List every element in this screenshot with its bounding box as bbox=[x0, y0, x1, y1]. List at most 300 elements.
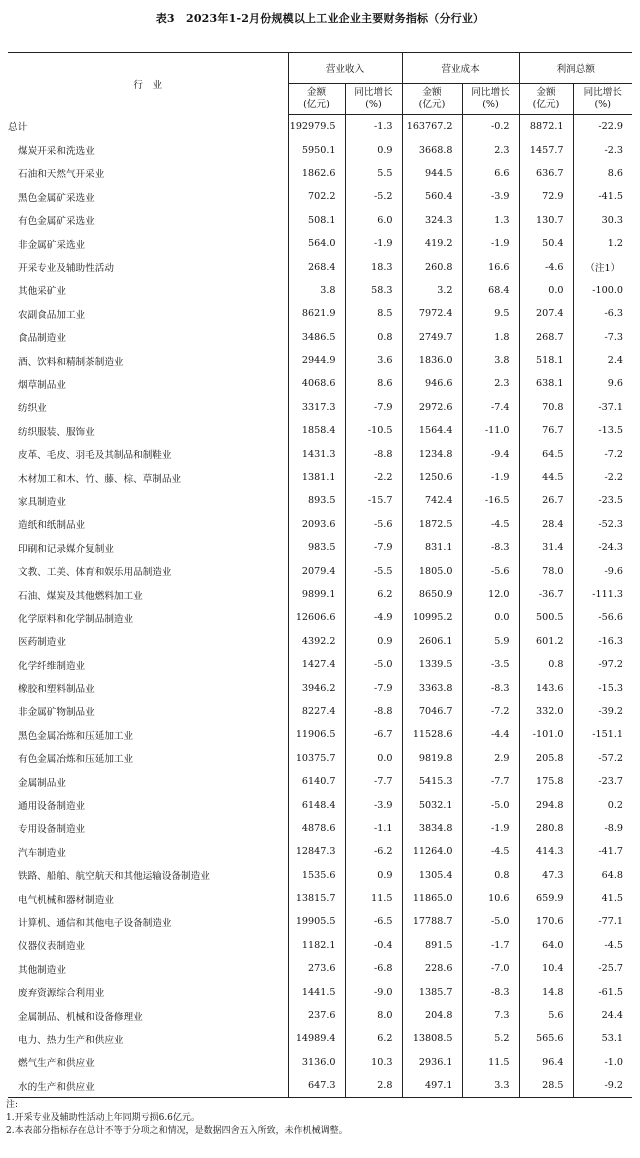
cost-growth-cell: -7.4 bbox=[462, 396, 519, 419]
table-row bbox=[8, 232, 632, 255]
cost-amount-cell: 11865.0 bbox=[402, 887, 462, 910]
cost-growth-cell: 1.3 bbox=[462, 209, 519, 232]
cost-growth-cell: -3.5 bbox=[462, 653, 519, 676]
profit-amount-cell: 518.1 bbox=[519, 349, 573, 372]
profit-amount-cell: 64.0 bbox=[519, 934, 573, 957]
table-row bbox=[8, 980, 632, 1003]
profit-growth-cell: -6.3 bbox=[573, 302, 632, 325]
profit-amount-cell: 76.7 bbox=[519, 419, 573, 442]
profit-amount-cell: -101.0 bbox=[519, 723, 573, 746]
profit-amount-cell: 638.1 bbox=[519, 372, 573, 395]
revenue-growth-cell: -0.4 bbox=[345, 934, 402, 957]
industry-name-cell: 水的生产和供应业 bbox=[8, 1074, 288, 1098]
profit-growth-cell: -16.3 bbox=[573, 630, 632, 653]
profit-amount-cell: 205.8 bbox=[519, 747, 573, 770]
revenue-growth-cell: -7.9 bbox=[345, 536, 402, 559]
industry-name-cell: 医药制造业 bbox=[18, 637, 66, 649]
cost-amount-cell: 560.4 bbox=[402, 185, 462, 208]
profit-growth-cell: -111.3 bbox=[573, 583, 632, 606]
cost-amount-cell: 1564.4 bbox=[402, 419, 462, 442]
revenue-growth-cell: 3.6 bbox=[345, 349, 402, 372]
revenue-amount-cell: 12606.6 bbox=[288, 606, 345, 629]
profit-growth-cell: 30.3 bbox=[573, 209, 632, 232]
cost-amount-cell: 944.5 bbox=[402, 162, 462, 185]
profit-growth-cell: -57.2 bbox=[573, 747, 632, 770]
cost-growth-cell: -7.2 bbox=[462, 700, 519, 723]
profit-growth-cell: -39.2 bbox=[573, 700, 632, 723]
revenue-amount-cell: 6148.4 bbox=[288, 793, 345, 816]
cost-growth-cell: 1.8 bbox=[462, 326, 519, 349]
cost-growth-cell: 0.0 bbox=[462, 606, 519, 629]
profit-amount-cell: 636.7 bbox=[519, 162, 573, 185]
profit-growth-cell: -151.1 bbox=[573, 723, 632, 746]
table-row bbox=[8, 817, 632, 840]
table-row bbox=[8, 419, 632, 442]
cost-amount-cell: 7046.7 bbox=[402, 700, 462, 723]
table-row-total bbox=[8, 115, 632, 139]
cost-amount-cell: 1234.8 bbox=[402, 442, 462, 465]
table-row bbox=[8, 630, 632, 653]
cost-amount-cell: 163767.2 bbox=[402, 115, 462, 139]
profit-growth-cell: -25.7 bbox=[573, 957, 632, 980]
cost-amount-cell: 10995.2 bbox=[402, 606, 462, 629]
cost-amount-cell: 1385.7 bbox=[402, 980, 462, 1003]
industry-name-cell: 专用设备制造业 bbox=[18, 824, 86, 836]
cost-growth-cell: 9.5 bbox=[462, 302, 519, 325]
table-row bbox=[8, 326, 632, 349]
table-row bbox=[8, 209, 632, 232]
table-row bbox=[8, 559, 632, 582]
cost-amount-cell: 497.1 bbox=[402, 1074, 462, 1098]
table-row bbox=[8, 1051, 632, 1074]
cost-growth-cell: -7.0 bbox=[462, 957, 519, 980]
industry-name-cell: 黑色金属矿采选业 bbox=[18, 192, 95, 204]
financial-table-wrapper bbox=[8, 52, 632, 1098]
profit-growth-cell: -77.1 bbox=[573, 910, 632, 933]
revenue-growth-cell: 8.5 bbox=[345, 302, 402, 325]
cost-growth-cell: -4.5 bbox=[462, 513, 519, 536]
industry-name-cell: 农副食品加工业 bbox=[18, 309, 86, 321]
revenue-growth-cell: -6.7 bbox=[345, 723, 402, 746]
profit-amount-cell: 10.4 bbox=[519, 957, 573, 980]
profit-amount-cell: 78.0 bbox=[519, 559, 573, 582]
cost-growth-cell: -0.2 bbox=[462, 115, 519, 139]
revenue-amount-cell: 8227.4 bbox=[288, 700, 345, 723]
revenue-amount-cell: 1535.6 bbox=[288, 864, 345, 887]
industry-name-cell: 金属制品、机械和设备修理业 bbox=[18, 1011, 143, 1023]
profit-amount-cell: 28.4 bbox=[519, 513, 573, 536]
revenue-growth-cell: 2.8 bbox=[345, 1074, 402, 1098]
profit-growth-cell: -61.5 bbox=[573, 980, 632, 1003]
header-cost-growth: 同比增长 (%) bbox=[462, 84, 519, 115]
profit-amount-cell: 47.3 bbox=[519, 864, 573, 887]
cost-growth-cell: -5.0 bbox=[462, 793, 519, 816]
cost-amount-cell: 1250.6 bbox=[402, 466, 462, 489]
profit-growth-cell: 64.8 bbox=[573, 864, 632, 887]
cost-growth-cell: -8.3 bbox=[462, 980, 519, 1003]
revenue-growth-cell: -4.9 bbox=[345, 606, 402, 629]
table-row bbox=[8, 864, 632, 887]
header-industry: 行 业 bbox=[8, 53, 288, 115]
table-row bbox=[8, 138, 632, 161]
cost-amount-cell: 11528.6 bbox=[402, 723, 462, 746]
cost-growth-cell: -5.0 bbox=[462, 910, 519, 933]
revenue-growth-cell: -7.7 bbox=[345, 770, 402, 793]
cost-growth-cell: -8.3 bbox=[462, 536, 519, 559]
revenue-growth-cell: -8.8 bbox=[345, 700, 402, 723]
revenue-growth-cell: 0.0 bbox=[345, 747, 402, 770]
cost-growth-cell: -1.7 bbox=[462, 934, 519, 957]
cost-growth-cell: -4.4 bbox=[462, 723, 519, 746]
revenue-growth-cell: 5.5 bbox=[345, 162, 402, 185]
cost-amount-cell: 7972.4 bbox=[402, 302, 462, 325]
profit-amount-cell: -4.6 bbox=[519, 255, 573, 278]
revenue-growth-cell: -5.0 bbox=[345, 653, 402, 676]
profit-amount-cell: 175.8 bbox=[519, 770, 573, 793]
industry-name-cell: 家具制造业 bbox=[18, 496, 66, 508]
profit-amount-cell: 72.9 bbox=[519, 185, 573, 208]
revenue-amount-cell: 268.4 bbox=[288, 255, 345, 278]
revenue-growth-cell: 6.2 bbox=[345, 1027, 402, 1050]
cost-growth-cell: -1.9 bbox=[462, 466, 519, 489]
notes-label: 注: bbox=[6, 1100, 19, 1110]
cost-amount-cell: 2972.6 bbox=[402, 396, 462, 419]
profit-growth-cell: -41.7 bbox=[573, 840, 632, 863]
cost-growth-cell: 2.3 bbox=[462, 138, 519, 161]
revenue-amount-cell: 14989.4 bbox=[288, 1027, 345, 1050]
profit-amount-cell: 14.8 bbox=[519, 980, 573, 1003]
cost-amount-cell: 3.2 bbox=[402, 279, 462, 302]
table-row bbox=[8, 372, 632, 395]
cost-growth-cell: 16.6 bbox=[462, 255, 519, 278]
revenue-amount-cell: 6140.7 bbox=[288, 770, 345, 793]
profit-amount-cell: 500.5 bbox=[519, 606, 573, 629]
cost-growth-cell: -7.7 bbox=[462, 770, 519, 793]
profit-growth-cell: -23.7 bbox=[573, 770, 632, 793]
table-row bbox=[8, 255, 632, 278]
revenue-amount-cell: 1182.1 bbox=[288, 934, 345, 957]
revenue-amount-cell: 5950.1 bbox=[288, 138, 345, 161]
profit-growth-cell: -9.2 bbox=[573, 1074, 632, 1098]
cost-amount-cell: 5032.1 bbox=[402, 793, 462, 816]
revenue-amount-cell: 11906.5 bbox=[288, 723, 345, 746]
profit-amount-cell: 8872.1 bbox=[519, 115, 573, 139]
revenue-amount-cell: 4878.6 bbox=[288, 817, 345, 840]
profit-growth-cell: 53.1 bbox=[573, 1027, 632, 1050]
header-revenue: 营业收入 bbox=[288, 53, 402, 84]
profit-amount-cell: 414.3 bbox=[519, 840, 573, 863]
cost-amount-cell: 324.3 bbox=[402, 209, 462, 232]
revenue-amount-cell: 10375.7 bbox=[288, 747, 345, 770]
industry-name-cell: 酒、饮料和精制茶制造业 bbox=[18, 356, 124, 368]
revenue-amount-cell: 1441.5 bbox=[288, 980, 345, 1003]
revenue-amount-cell: 4068.6 bbox=[288, 372, 345, 395]
industry-name-cell: 燃气生产和供应业 bbox=[18, 1058, 95, 1070]
revenue-growth-cell: -8.8 bbox=[345, 442, 402, 465]
table-row bbox=[8, 162, 632, 185]
header-cost-amount: 金额 (亿元) bbox=[402, 84, 462, 115]
financial-indicators-table bbox=[8, 52, 632, 1098]
industry-name-cell: 石油和天然气开采业 bbox=[18, 169, 105, 181]
profit-growth-cell: 0.2 bbox=[573, 793, 632, 816]
cost-amount-cell: 260.8 bbox=[402, 255, 462, 278]
profit-growth-cell: -22.9 bbox=[573, 115, 632, 139]
table-row bbox=[8, 489, 632, 512]
profit-growth-cell: -15.3 bbox=[573, 676, 632, 699]
industry-name-cell: 电气机械和器材制造业 bbox=[18, 894, 114, 906]
revenue-growth-cell: 18.3 bbox=[345, 255, 402, 278]
revenue-amount-cell: 3946.2 bbox=[288, 676, 345, 699]
revenue-growth-cell: -6.5 bbox=[345, 910, 402, 933]
cost-amount-cell: 3363.8 bbox=[402, 676, 462, 699]
table-row bbox=[8, 513, 632, 536]
profit-amount-cell: 130.7 bbox=[519, 209, 573, 232]
profit-growth-cell: -4.5 bbox=[573, 934, 632, 957]
industry-name-cell: 黑色金属冶炼和压延加工业 bbox=[18, 730, 134, 742]
profit-amount-cell: 44.5 bbox=[519, 466, 573, 489]
industry-name-cell: 金属制品业 bbox=[18, 777, 66, 789]
profit-amount-cell: 280.8 bbox=[519, 817, 573, 840]
industry-name-cell: 造纸和纸制品业 bbox=[18, 520, 86, 532]
revenue-amount-cell: 1381.1 bbox=[288, 466, 345, 489]
cost-amount-cell: 17788.7 bbox=[402, 910, 462, 933]
cost-amount-cell: 2936.1 bbox=[402, 1051, 462, 1074]
revenue-growth-cell: 8.6 bbox=[345, 372, 402, 395]
revenue-amount-cell: 273.6 bbox=[288, 957, 345, 980]
header-revenue-amount: 金额 (亿元) bbox=[288, 84, 345, 115]
cost-growth-cell: 68.4 bbox=[462, 279, 519, 302]
cost-amount-cell: 9819.8 bbox=[402, 747, 462, 770]
cost-amount-cell: 831.1 bbox=[402, 536, 462, 559]
table-row bbox=[8, 887, 632, 910]
profit-growth-cell: 9.6 bbox=[573, 372, 632, 395]
revenue-amount-cell: 508.1 bbox=[288, 209, 345, 232]
cost-growth-cell: 2.9 bbox=[462, 747, 519, 770]
profit-growth-cell: -1.0 bbox=[573, 1051, 632, 1074]
profit-growth-cell: -2.3 bbox=[573, 138, 632, 161]
industry-name-cell: 开采专业及辅助性活动 bbox=[18, 263, 114, 275]
revenue-growth-cell: -1.3 bbox=[345, 115, 402, 139]
industry-name-cell: 皮革、毛皮、羽毛及其制品和制鞋业 bbox=[18, 450, 172, 462]
cost-amount-cell: 419.2 bbox=[402, 232, 462, 255]
profit-amount-cell: -36.7 bbox=[519, 583, 573, 606]
profit-amount-cell: 294.8 bbox=[519, 793, 573, 816]
profit-amount-cell: 565.6 bbox=[519, 1027, 573, 1050]
revenue-amount-cell: 3136.0 bbox=[288, 1051, 345, 1074]
table-row bbox=[8, 1074, 632, 1098]
cost-amount-cell: 2606.1 bbox=[402, 630, 462, 653]
cost-growth-cell: 5.2 bbox=[462, 1027, 519, 1050]
revenue-growth-cell: -6.2 bbox=[345, 840, 402, 863]
revenue-amount-cell: 12847.3 bbox=[288, 840, 345, 863]
industry-name-cell: 通用设备制造业 bbox=[18, 801, 86, 813]
industry-name-cell: 废弃资源综合利用业 bbox=[18, 988, 105, 1000]
revenue-amount-cell: 3486.5 bbox=[288, 326, 345, 349]
profit-growth-cell: -7.3 bbox=[573, 326, 632, 349]
cost-amount-cell: 1305.4 bbox=[402, 864, 462, 887]
cost-growth-cell: 5.9 bbox=[462, 630, 519, 653]
cost-growth-cell: 12.0 bbox=[462, 583, 519, 606]
revenue-growth-cell: -7.9 bbox=[345, 396, 402, 419]
table-row bbox=[8, 466, 632, 489]
cost-amount-cell: 891.5 bbox=[402, 934, 462, 957]
cost-amount-cell: 1872.5 bbox=[402, 513, 462, 536]
profit-growth-cell: -97.2 bbox=[573, 653, 632, 676]
profit-amount-cell: 268.7 bbox=[519, 326, 573, 349]
profit-growth-cell: -41.5 bbox=[573, 185, 632, 208]
cost-growth-cell: -3.9 bbox=[462, 185, 519, 208]
profit-growth-cell: （注1） bbox=[573, 255, 632, 278]
revenue-growth-cell: -5.5 bbox=[345, 559, 402, 582]
profit-growth-cell: 41.5 bbox=[573, 887, 632, 910]
profit-amount-cell: 64.5 bbox=[519, 442, 573, 465]
profit-growth-cell: 8.6 bbox=[573, 162, 632, 185]
cost-growth-cell: -4.5 bbox=[462, 840, 519, 863]
cost-growth-cell: 6.6 bbox=[462, 162, 519, 185]
revenue-growth-cell: -7.9 bbox=[345, 676, 402, 699]
profit-growth-cell: -9.6 bbox=[573, 559, 632, 582]
revenue-growth-cell: -3.9 bbox=[345, 793, 402, 816]
revenue-amount-cell: 2093.6 bbox=[288, 513, 345, 536]
cost-growth-cell: 10.6 bbox=[462, 887, 519, 910]
header-profit: 利润总额 bbox=[519, 53, 632, 84]
industry-name-cell: 化学纤维制造业 bbox=[18, 660, 86, 672]
revenue-growth-cell: 10.3 bbox=[345, 1051, 402, 1074]
table-row bbox=[8, 606, 632, 629]
revenue-amount-cell: 983.5 bbox=[288, 536, 345, 559]
table-row bbox=[8, 536, 632, 559]
table-row bbox=[8, 770, 632, 793]
revenue-growth-cell: 6.2 bbox=[345, 583, 402, 606]
table-row bbox=[8, 279, 632, 302]
cost-amount-cell: 3834.8 bbox=[402, 817, 462, 840]
revenue-growth-cell: -9.0 bbox=[345, 980, 402, 1003]
cost-amount-cell: 8650.9 bbox=[402, 583, 462, 606]
table-row bbox=[8, 934, 632, 957]
revenue-growth-cell: 0.9 bbox=[345, 630, 402, 653]
note-1: 1.开采专业及辅助性活动上年同期亏损6.6亿元。 bbox=[6, 1113, 200, 1123]
revenue-amount-cell: 1431.3 bbox=[288, 442, 345, 465]
profit-amount-cell: 96.4 bbox=[519, 1051, 573, 1074]
profit-amount-cell: 0.0 bbox=[519, 279, 573, 302]
table-row bbox=[8, 840, 632, 863]
cost-amount-cell: 5415.3 bbox=[402, 770, 462, 793]
profit-amount-cell: 170.6 bbox=[519, 910, 573, 933]
revenue-amount-cell: 192979.5 bbox=[288, 115, 345, 139]
industry-name-cell: 煤炭开采和洗选业 bbox=[18, 146, 95, 158]
note-2: 2.本表部分指标存在总计不等于分项之和情况，是数据四舍五入所致，未作机械调整。 bbox=[6, 1126, 348, 1136]
revenue-amount-cell: 3.8 bbox=[288, 279, 345, 302]
cost-amount-cell: 946.6 bbox=[402, 372, 462, 395]
industry-name-cell: 化学原料和化学制品制造业 bbox=[18, 613, 134, 625]
revenue-amount-cell: 564.0 bbox=[288, 232, 345, 255]
industry-name-cell: 有色金属矿采选业 bbox=[18, 216, 95, 228]
profit-amount-cell: 28.5 bbox=[519, 1074, 573, 1098]
revenue-growth-cell: 58.3 bbox=[345, 279, 402, 302]
industry-name-cell: 其他制造业 bbox=[18, 964, 66, 976]
cost-amount-cell: 742.4 bbox=[402, 489, 462, 512]
cost-growth-cell: -8.3 bbox=[462, 676, 519, 699]
cost-growth-cell: 3.8 bbox=[462, 349, 519, 372]
revenue-growth-cell: -6.8 bbox=[345, 957, 402, 980]
profit-growth-cell: -24.3 bbox=[573, 536, 632, 559]
cost-growth-cell: 2.3 bbox=[462, 372, 519, 395]
header-profit-amount: 金额 (亿元) bbox=[519, 84, 573, 115]
industry-name-cell: 纺织业 bbox=[18, 403, 47, 415]
header-cost: 营业成本 bbox=[402, 53, 519, 84]
revenue-amount-cell: 2079.4 bbox=[288, 559, 345, 582]
cost-amount-cell: 228.6 bbox=[402, 957, 462, 980]
table-row bbox=[8, 747, 632, 770]
industry-name-cell: 电力、热力生产和供应业 bbox=[18, 1034, 124, 1046]
table-row bbox=[8, 957, 632, 980]
table-row bbox=[8, 349, 632, 372]
cost-amount-cell: 1805.0 bbox=[402, 559, 462, 582]
profit-amount-cell: 0.8 bbox=[519, 653, 573, 676]
profit-growth-cell: -2.2 bbox=[573, 466, 632, 489]
table-row bbox=[8, 653, 632, 676]
table-row bbox=[8, 1004, 632, 1027]
header-profit-growth: 同比增长 (%) bbox=[573, 84, 632, 115]
cost-amount-cell: 1836.0 bbox=[402, 349, 462, 372]
revenue-growth-cell: 0.9 bbox=[345, 864, 402, 887]
revenue-amount-cell: 893.5 bbox=[288, 489, 345, 512]
cost-growth-cell: -1.9 bbox=[462, 232, 519, 255]
cost-growth-cell: 0.8 bbox=[462, 864, 519, 887]
table-row bbox=[8, 1027, 632, 1050]
profit-amount-cell: 26.7 bbox=[519, 489, 573, 512]
cost-growth-cell: 11.5 bbox=[462, 1051, 519, 1074]
notes bbox=[6, 1099, 348, 1138]
profit-growth-cell: 1.2 bbox=[573, 232, 632, 255]
profit-amount-cell: 601.2 bbox=[519, 630, 573, 653]
profit-amount-cell: 207.4 bbox=[519, 302, 573, 325]
revenue-growth-cell: 6.0 bbox=[345, 209, 402, 232]
profit-amount-cell: 332.0 bbox=[519, 700, 573, 723]
revenue-amount-cell: 9899.1 bbox=[288, 583, 345, 606]
cost-growth-cell: -9.4 bbox=[462, 442, 519, 465]
revenue-growth-cell: -10.5 bbox=[345, 419, 402, 442]
profit-amount-cell: 5.6 bbox=[519, 1004, 573, 1027]
profit-growth-cell: -56.6 bbox=[573, 606, 632, 629]
industry-name-cell: 仪器仪表制造业 bbox=[18, 941, 86, 953]
table-row bbox=[8, 723, 632, 746]
profit-growth-cell: 24.4 bbox=[573, 1004, 632, 1027]
revenue-amount-cell: 3317.3 bbox=[288, 396, 345, 419]
profit-growth-cell: -8.9 bbox=[573, 817, 632, 840]
revenue-growth-cell: 8.0 bbox=[345, 1004, 402, 1027]
revenue-growth-cell: -15.7 bbox=[345, 489, 402, 512]
industry-name-cell: 非金属矿物制品业 bbox=[18, 707, 95, 719]
table-row bbox=[8, 700, 632, 723]
revenue-growth-cell: -5.6 bbox=[345, 513, 402, 536]
revenue-amount-cell: 702.2 bbox=[288, 185, 345, 208]
profit-growth-cell: -52.3 bbox=[573, 513, 632, 536]
cost-growth-cell: 7.3 bbox=[462, 1004, 519, 1027]
table-row bbox=[8, 185, 632, 208]
revenue-growth-cell: -1.9 bbox=[345, 232, 402, 255]
profit-amount-cell: 50.4 bbox=[519, 232, 573, 255]
table-row bbox=[8, 442, 632, 465]
revenue-growth-cell: -1.1 bbox=[345, 817, 402, 840]
profit-growth-cell: -13.5 bbox=[573, 419, 632, 442]
table-title: 表3 2023年1-2月份规模以上工业企业主要财务指标（分行业） bbox=[155, 12, 485, 25]
cost-amount-cell: 1339.5 bbox=[402, 653, 462, 676]
profit-growth-cell: 2.4 bbox=[573, 349, 632, 372]
industry-name-cell: 有色金属冶炼和压延加工业 bbox=[18, 754, 134, 766]
table-row bbox=[8, 910, 632, 933]
revenue-amount-cell: 1858.4 bbox=[288, 419, 345, 442]
